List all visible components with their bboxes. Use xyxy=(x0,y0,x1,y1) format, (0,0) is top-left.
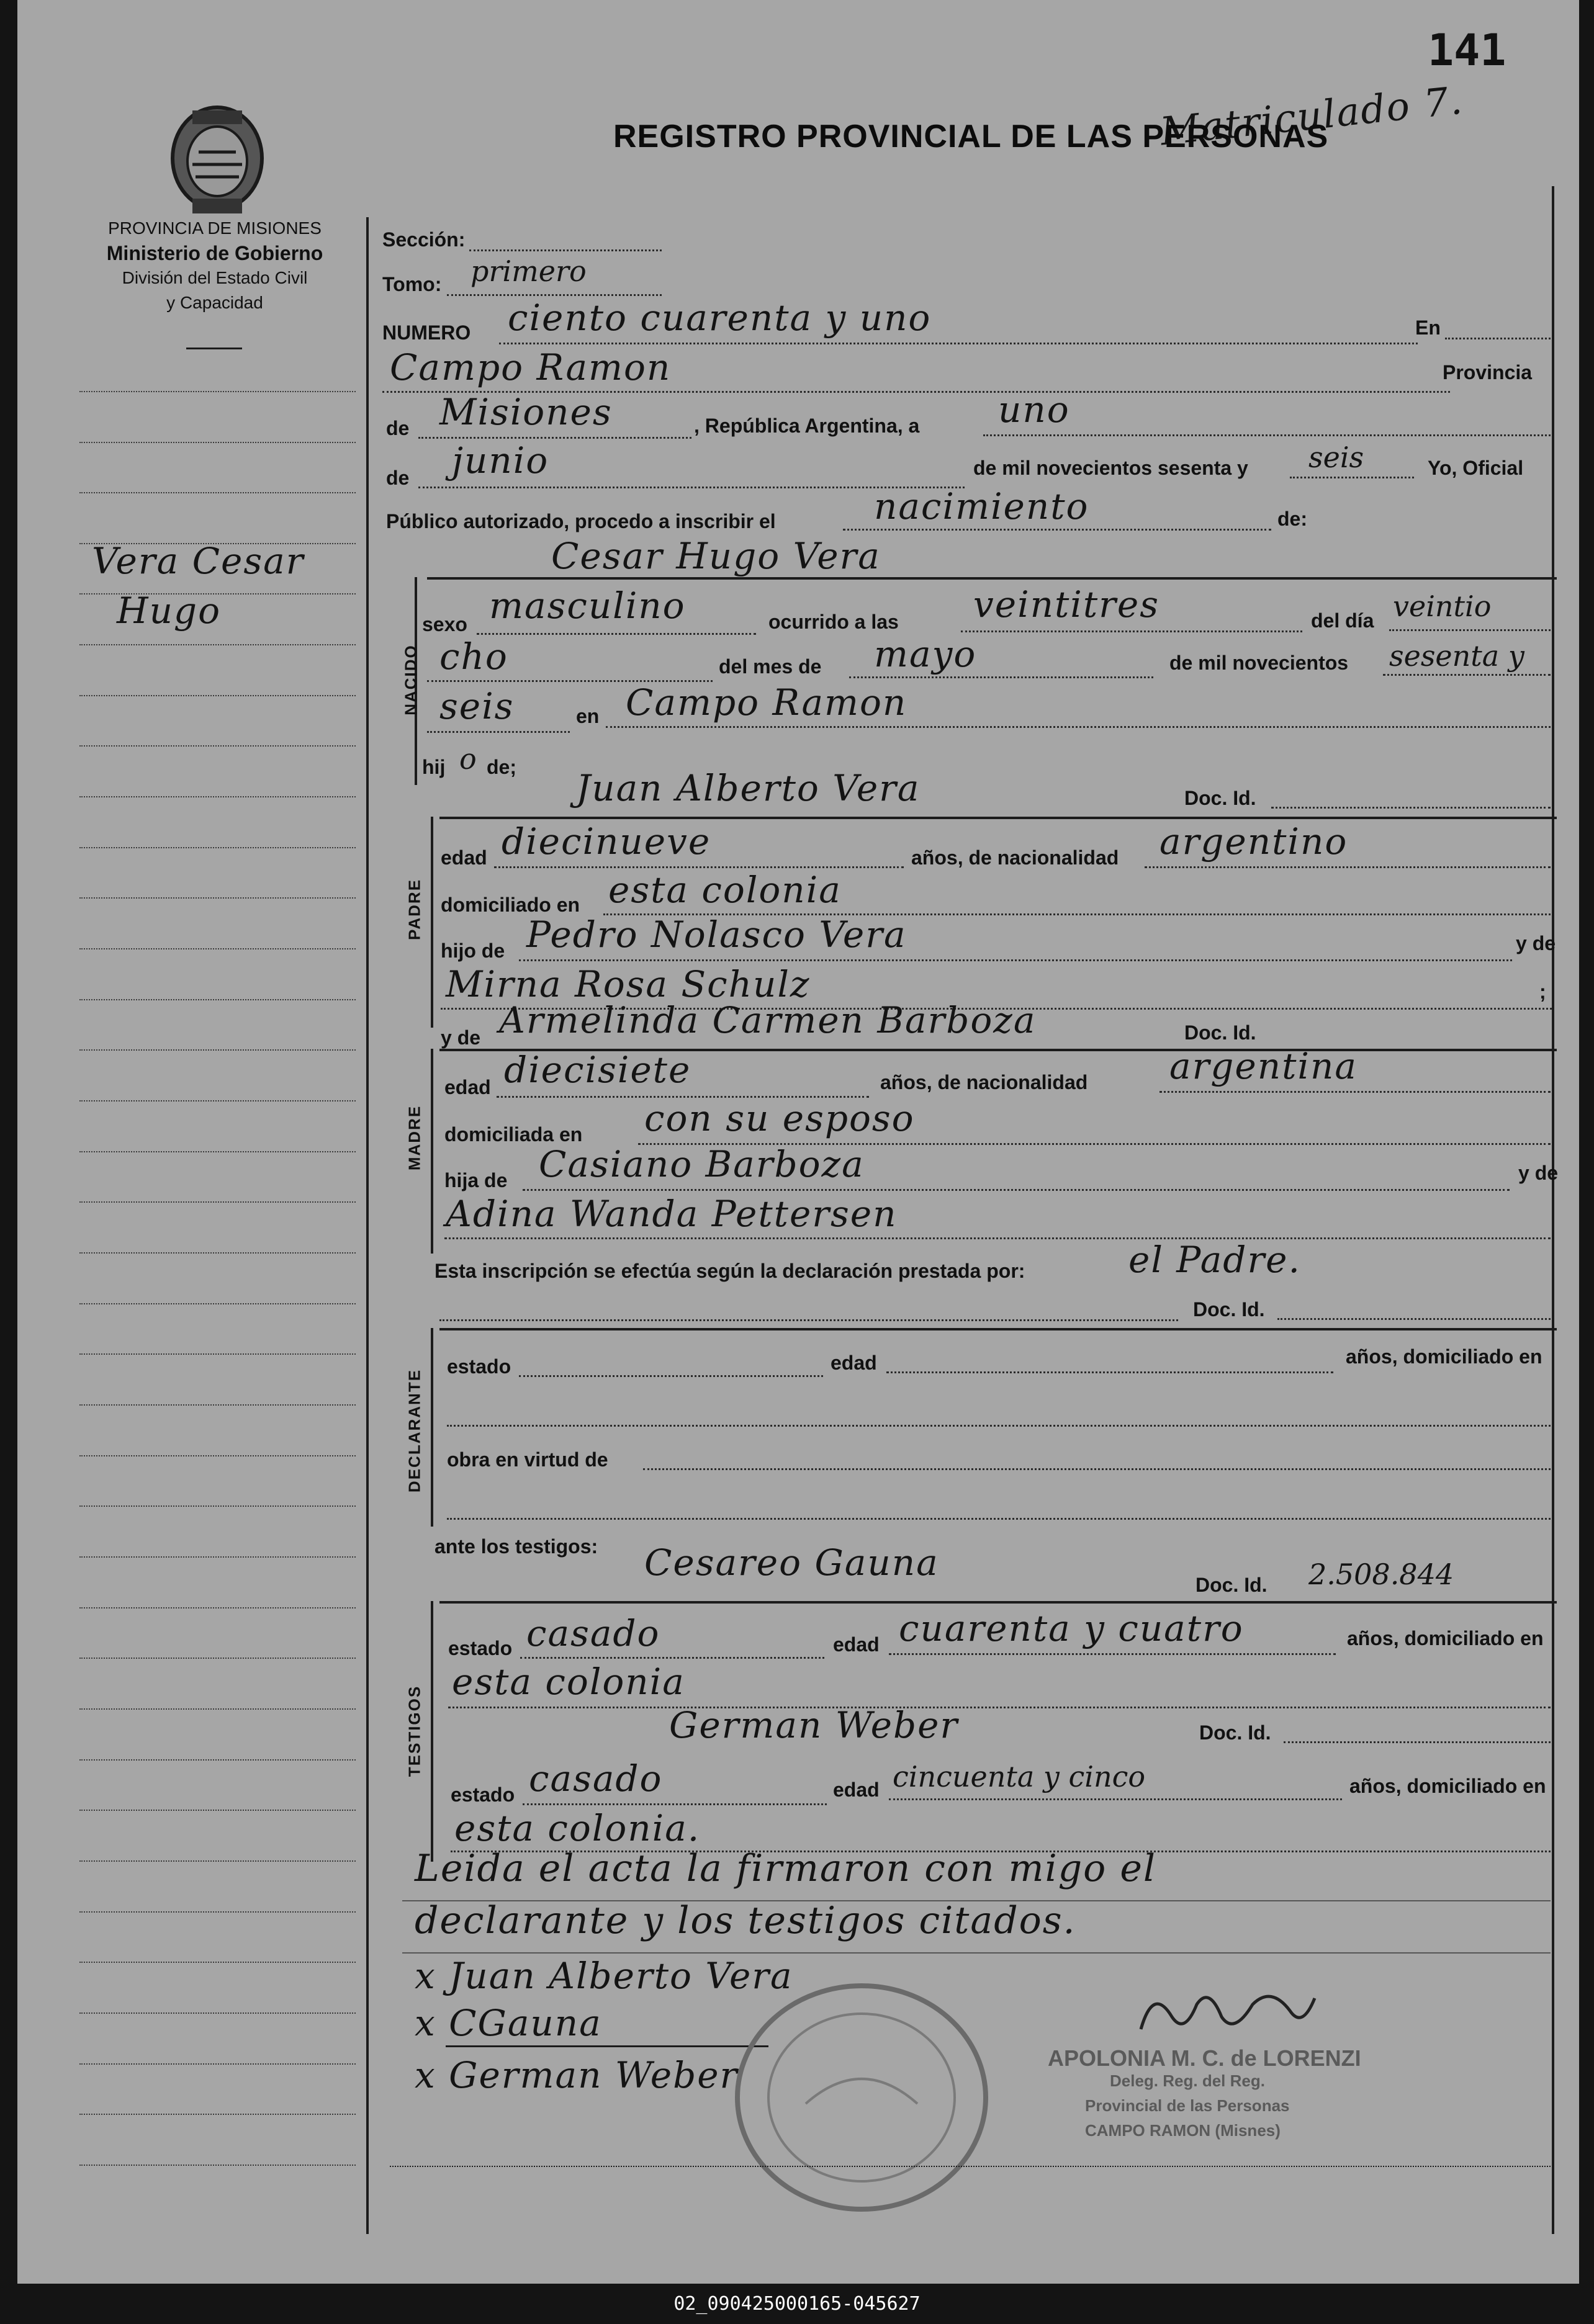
value-provincia: Misiones xyxy=(439,391,613,433)
annotation-matriculado: Matriculado 7. xyxy=(1158,77,1466,155)
label-estado-testigo2: estado xyxy=(451,1783,515,1806)
label-edad-madre: edad xyxy=(444,1076,491,1098)
label-numero: NUMERO xyxy=(382,321,471,344)
label-nac-madre: años, de nacionalidad xyxy=(880,1071,1088,1093)
label-hij-de: de; xyxy=(487,756,516,778)
value-anio-acto: seis xyxy=(1308,441,1364,474)
value-testigo2-dom: esta colonia. xyxy=(454,1807,701,1849)
official-line-4: CAMPO RAMON (Misnes) xyxy=(1085,2121,1281,2140)
label-de: de xyxy=(386,417,410,439)
label-del-mes: del mes de xyxy=(719,655,822,678)
label-dom-madre: domiciliada en xyxy=(444,1123,583,1146)
value-testigo1-edad: cuarenta y cuatro xyxy=(899,1607,1244,1649)
label-yo-oficial: Yo, Oficial xyxy=(1428,457,1524,479)
label-ante-testigos: ante los testigos: xyxy=(435,1535,598,1558)
ministry-block xyxy=(72,216,358,315)
section-label-testigos: TESTIGOS xyxy=(405,1685,424,1777)
certificate-page xyxy=(17,0,1579,2284)
footer-code: 02_090425000165-045627 xyxy=(0,2284,1594,2324)
label-y-de-padre: y de xyxy=(1516,932,1556,954)
value-padre-dom: esta colonia xyxy=(608,869,842,911)
value-madre: Armelinda Carmen Barboza xyxy=(499,999,1037,1041)
value-inscribir: nacimiento xyxy=(874,485,1089,527)
official-stamp-icon xyxy=(731,1980,992,2215)
value-dia-nac-b: cho xyxy=(439,635,508,678)
value-padre-nac: argentino xyxy=(1159,820,1348,863)
value-declarante: el Padre. xyxy=(1128,1239,1301,1281)
value-abuelo-m: Casiano Barboza xyxy=(539,1143,865,1185)
value-nombre: Cesar Hugo Vera xyxy=(551,535,881,577)
label-edad-testigo1: edad xyxy=(833,1633,880,1656)
value-testigo1: Cesareo Gauna xyxy=(644,1541,939,1584)
label-en-2: en xyxy=(576,705,600,727)
label-declaracion: Esta inscripción se efectúa según la declaración prestada por: xyxy=(435,1260,1025,1282)
label-y-de-madre: y de xyxy=(441,1026,481,1049)
label-doc-id-testigo2: Doc. Id. xyxy=(1199,1721,1271,1744)
label-nac-padre: años, de nacionalidad xyxy=(911,846,1119,869)
section-label-padre: PADRE xyxy=(405,878,424,941)
margin-note-line2: Hugo xyxy=(117,590,221,632)
official-name: APOLONIA M. C. de LORENZI xyxy=(1048,2045,1361,2071)
value-abuela-p: Mirna Rosa Schulz xyxy=(446,963,811,1005)
label-de-mil: de mil novecientos sesenta y xyxy=(973,457,1248,479)
label-estado-declarante: estado xyxy=(447,1355,511,1378)
value-abuela-m: Adina Wanda Pettersen xyxy=(446,1193,898,1235)
value-lugar: Campo Ramon xyxy=(390,346,672,388)
value-testigo2: German Weber xyxy=(669,1704,959,1746)
value-testigo2-edad: cincuenta y cinco xyxy=(893,1760,1146,1793)
label-dom-padre: domiciliado en xyxy=(441,894,580,916)
label-ocurrido: ocurrido a las xyxy=(768,611,899,633)
label-y-de-madre-2: y de xyxy=(1518,1162,1559,1184)
label-dom-declarante: años, domiciliado en xyxy=(1346,1345,1542,1368)
label-de-2: de xyxy=(386,467,410,489)
label-dom-testigo1: años, domiciliado en xyxy=(1347,1627,1544,1649)
label-de-mil-nov: de mil novecientos xyxy=(1169,652,1349,674)
label-doc-id-padre: Doc. Id. xyxy=(1184,787,1256,809)
official-line-2: Deleg. Reg. del Reg. xyxy=(1110,2071,1265,2090)
label-edad-testigo2: edad xyxy=(833,1779,880,1801)
closing-line-2: declarante y los testigos citados. xyxy=(415,1899,1076,1942)
value-sexo: masculino xyxy=(489,585,686,627)
label-doc-id-madre: Doc. Id. xyxy=(1184,1021,1256,1044)
value-tomo: primero xyxy=(471,254,587,288)
value-hij-suffix: o xyxy=(459,742,477,776)
signature-testigo1: x CGauna xyxy=(415,2002,602,2044)
label-sexo: sexo xyxy=(422,613,467,635)
label-doc-id-declarante: Doc. Id. xyxy=(1193,1298,1265,1321)
value-padre: Juan Alberto Vera xyxy=(576,767,921,809)
label-seccion: Sección: xyxy=(382,228,466,251)
label-publico: Público autorizado, procedo a inscribir el xyxy=(386,510,776,532)
value-padre-edad: diecinueve xyxy=(502,820,711,863)
page-number: 141 xyxy=(1428,25,1506,76)
value-madre-edad: diecisiete xyxy=(504,1049,691,1091)
value-testigo1-doc: 2.508.844 xyxy=(1308,1558,1454,1591)
closing-line-1: Leida el acta la firmaron con migo el xyxy=(415,1847,1157,1890)
label-hijo-de: hijo de xyxy=(441,940,505,962)
value-madre-nac: argentina xyxy=(1169,1045,1358,1087)
section-label-madre: MADRE xyxy=(405,1105,424,1171)
provincial-seal-icon xyxy=(161,99,273,223)
label-semicolon: ; xyxy=(1539,980,1546,1003)
signature-padre: x Juan Alberto Vera xyxy=(415,1955,793,1997)
value-testigo1-dom: esta colonia xyxy=(452,1661,685,1703)
margin-note-line1: Vera Cesar xyxy=(92,540,305,582)
page-title: REGISTRO PROVINCIAL DE LAS PERSONAS xyxy=(613,119,1329,155)
ministry-line-capacidad: y Capacidad xyxy=(166,293,263,312)
label-de-colon: de: xyxy=(1277,508,1307,530)
value-testigo1-estado: casado xyxy=(526,1612,660,1654)
value-anio-nac-a: sesenta y xyxy=(1389,639,1524,673)
value-madre-dom: con su esposo xyxy=(644,1097,915,1139)
label-provincia: Provincia xyxy=(1443,361,1533,384)
value-abuelo-p: Pedro Nolasco Vera xyxy=(526,913,907,956)
section-label-declarante: DECLARANTE xyxy=(405,1368,424,1493)
section-label-nacido: NACIDO xyxy=(401,644,420,716)
label-en: En xyxy=(1415,316,1441,339)
ministry-line-ministry: Ministerio de Gobierno xyxy=(106,242,323,264)
official-signature-icon xyxy=(1128,1980,1327,2048)
value-numero: ciento cuarenta y uno xyxy=(508,297,932,339)
label-hij: hij xyxy=(422,756,446,778)
label-edad-declarante: edad xyxy=(831,1352,877,1374)
label-obra: obra en virtud de xyxy=(447,1448,608,1471)
label-republica: , República Argentina, a xyxy=(694,415,920,437)
label-doc-id-testigo1: Doc. Id. xyxy=(1196,1574,1268,1596)
value-dia-acto: uno xyxy=(998,388,1070,431)
label-dom-testigo2: años, domiciliado en xyxy=(1349,1775,1546,1797)
value-testigo2-estado: casado xyxy=(529,1757,663,1800)
value-anio-nac-b: seis xyxy=(439,685,515,727)
label-hija-de: hija de xyxy=(444,1169,508,1191)
label-estado-testigo1: estado xyxy=(448,1637,513,1659)
label-tomo: Tomo: xyxy=(382,273,442,295)
label-edad-padre: edad xyxy=(441,846,487,869)
value-mes-nac: mayo xyxy=(874,633,977,675)
ministry-line-division: División del Estado Civil xyxy=(122,268,308,287)
signature-testigo2: x German Weber xyxy=(415,2054,739,2096)
value-lugar-nac: Campo Ramon xyxy=(626,681,907,724)
value-mes-acto: junio xyxy=(452,439,549,482)
label-del-dia: del día xyxy=(1311,609,1374,632)
official-line-3: Provincial de las Personas xyxy=(1085,2096,1290,2115)
value-dia-nac-a: veintio xyxy=(1393,590,1492,623)
ministry-line-province: PROVINCIA DE MISIONES xyxy=(108,218,322,238)
value-hora: veintitres xyxy=(973,583,1159,626)
